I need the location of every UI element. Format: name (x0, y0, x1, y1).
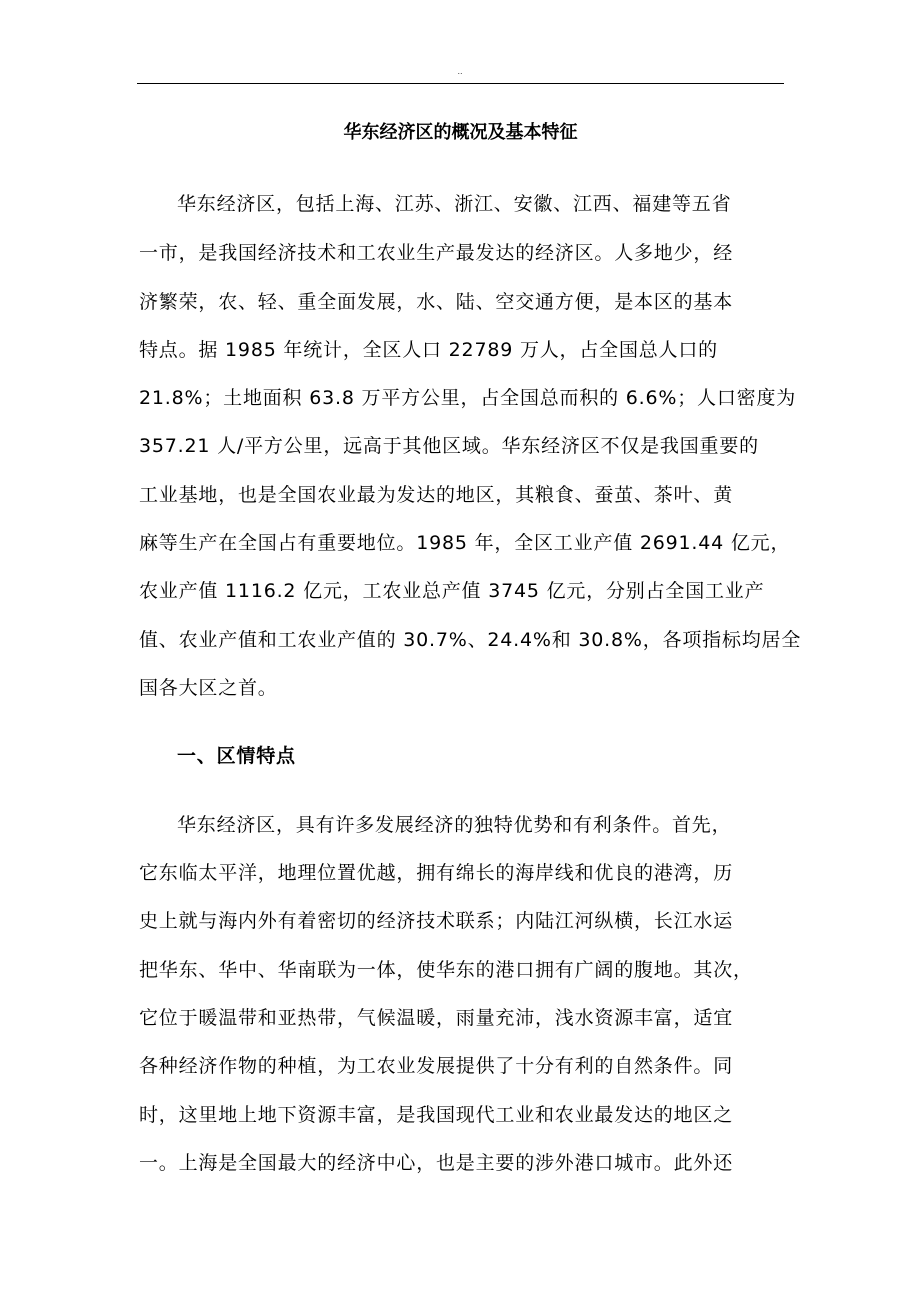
page-title: 华东经济区的概况及基本特征 (343, 122, 578, 143)
section-heading: 一、区情特点 (177, 745, 296, 767)
header-rule (137, 83, 784, 84)
intro-line-10: 值、农业产值和工农业产值的 30.7%、24.4%和 30.8%，各项指标均居全 (139, 629, 802, 651)
header-mark: .. (457, 67, 463, 76)
section-line-4: 把华东、华中、华南联为一体，使华东的港口拥有广阔的腹地。其次， (139, 959, 753, 981)
section-line-1: 华东经济区，具有许多发展经济的独特优势和有利条件。首先， (177, 814, 732, 836)
intro-line-7: 工业基地，也是全国农业最为发达的地区，其粮食、蚕茧、茶叶、黄 (139, 484, 734, 506)
section-line-6: 各种经济作物的种植，为工农业发展提供了十分有利的自然条件。同 (139, 1055, 734, 1077)
section-line-7: 时，这里地上地下资源丰富，是我国现代工业和农业最发达的地区之 (139, 1104, 734, 1126)
intro-line-8: 麻等生产在全国占有重要地位。1985 年，全区工业产值 2691.44 亿元， (139, 532, 791, 554)
section-line-2: 它东临太平洋，地理位置优越，拥有绵长的海岸线和优良的港湾，历 (139, 862, 734, 884)
intro-line-9: 农业产值 1116.2 亿元，工农业总产值 3745 亿元，分别占全国工业产 (139, 580, 765, 602)
section-line-8: 一。上海是全国最大的经济中心，也是主要的涉外港口城市。此外还 (139, 1152, 734, 1174)
section-line-3: 史上就与海内外有着密切的经济技术联系；内陆江河纵横，长江水运 (139, 910, 734, 932)
intro-line-5: 21.8%；土地面积 63.8 万平方公里，占全国总而积的 6.6%；人口密度为 (139, 387, 797, 409)
intro-line-1: 华东经济区，包括上海、江苏、浙江、安徽、江西、福建等五省 (177, 193, 732, 215)
intro-line-3: 济繁荣，农、轻、重全面发展，水、陆、空交通方便，是本区的基本 (139, 291, 734, 313)
intro-line-2: 一市，是我国经济技术和工农业生产最发达的经济区。人多地少，经 (139, 242, 734, 264)
intro-line-4: 特点。据 1985 年统计，全区人口 22789 万人，占全国总人口的 (139, 339, 718, 361)
intro-line-11: 国各大区之首。 (139, 677, 278, 699)
intro-line-6: 357.21 人/平方公里，远高于其他区域。华东经济区不仅是我国重要的 (139, 435, 759, 457)
section-line-5: 它位于暖温带和亚热带，气候温暖，雨量充沛，浅水资源丰富，适宜 (139, 1007, 734, 1029)
